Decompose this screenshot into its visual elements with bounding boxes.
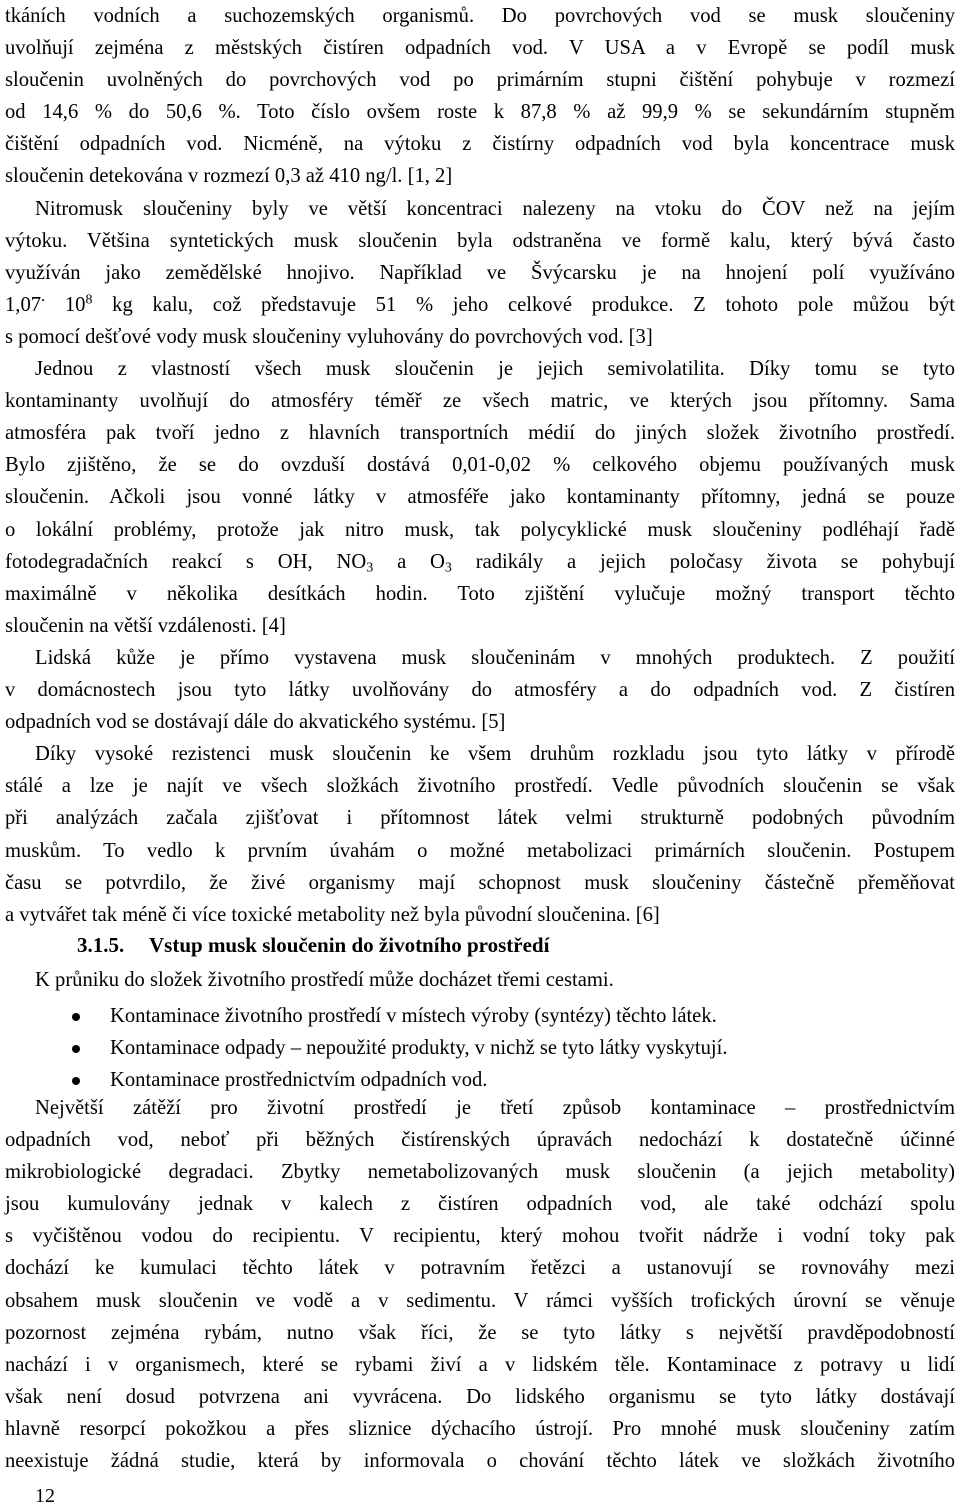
text-line: využíván jako zemědělské hnojivo. Například ve Švýcarsku je na hnojení polí využíváno [5,261,955,284]
chem-text: radikály a jejich poločasy života se pohybují [451,550,956,573]
bullet-icon [72,1045,80,1053]
chem-text: fotodegradačních reakcí s OH, NO [5,550,367,573]
bullet-icon [72,1077,80,1085]
chem-text: a O [373,550,445,573]
list-item-text: Kontaminace odpady – nepoužité produkty, v nichž se tyto látky vyskytují. [110,1037,728,1060]
paragraph-2 [5,193,955,353]
mantissa: 1,07 [5,293,42,316]
text-line: maximálně v několika desítkách hodin. Toto zjištění vylučuje možný transport těchto [5,582,955,605]
text-line: neexistuje žádná studie, která by informovala o chování těchto látek ve složkách životního [5,1450,955,1473]
subscript: 3 [444,560,452,576]
text-line: nachází i v organismech, které se rybami živí a v lidském těle. Kontaminace z potravy u lidí [5,1353,955,1376]
text-line: při analýzách začala zjišťovat i přítomnost látek velmi strukturně podobných původním [5,807,955,830]
paragraph-6 [5,1092,955,1477]
base: 10 [64,293,86,316]
text-line: však není dosud potvrzena ani vyvrácena. Do lidského organismu se tyto látky dostávají [5,1385,955,1408]
text-line: výtoku. Většina syntetických musk sloučenin byla odstraněna ve formě kalu, který bývá často [5,229,955,252]
multiply-dot: . [41,286,46,305]
text-line: Díky vysoké rezistenci musk sloučenin ke všem druhům rozkladu jsou tyto látky v přírodě [35,743,955,766]
bullet-icon [72,1013,80,1021]
text-line: sloučenin detekována v rozmezí 0,3 až 410 ng/l. [1, 2] [5,165,453,188]
text-line: uvolňují zejména z městských čistíren odpadních vod. V USA a v Evropě se podíl musk [5,37,955,60]
text-line: stálé a lze je najít ve všech složkách životního prostředí. Vedle původních sloučenin se však [5,775,955,798]
section-number: 3.1.5. [77,933,125,957]
text-line: a vytvářet tak méně či více toxické metabolity než byla původní sloučenina. [6] [5,903,660,926]
paragraph-1 [5,0,955,193]
text-line: Největší zátěží pro životní prostředí je třetí způsob kontaminace – prostřednictvím [35,1097,955,1119]
list-item-text: Kontaminace životního prostředí v místech výroby (syntézy) těchto látek. [110,1005,717,1027]
intro-sentence [35,964,955,996]
text-line: odpadních vod, neboť při běžných čistírenských úpravách nedochází k dostatečně účinné [5,1129,955,1152]
text-line: o lokální problémy, protože jak nitro musk, tak polycyklické musk sloučeniny podléhají řadě [5,518,955,541]
formula-rest: kg kalu, což představuje 51 % jeho celkové produkce. Z tohoto pole můžou být [112,293,955,316]
paragraph-3 [5,353,955,642]
subscript: 3 [366,560,374,576]
text-line: s pomocí dešťové vody musk sloučeniny vyluhovány do povrchových vod. [3] [5,325,653,348]
section-title: Vstup musk sloučenin do životního prostředí [149,933,550,957]
text-line: sloučenin uvolněných do povrchových vod po primárním stupni čištění pohybuje v rozmezí [5,69,955,92]
text-line: atmosféra pak tvoří jedno z hlavních transportních médií do jiných složek životního prostředí. [5,422,955,445]
text-line: hlavně resorpcí pokožkou a přes sliznice dýchacího ústrojí. Pro mnohé musk sloučeniny zatím [5,1417,955,1440]
exponent: 8 [85,292,93,308]
text-line: pozornost zejména rybám, nutno však říci, že se tyto látky s největší pravděpodobností [5,1321,955,1344]
text-line: K průniku do složek životního prostředí může docházet třemi cestami. [35,969,614,991]
text-line: čištění odpadních vod. Nicméně, na výtoku z čistírny odpadních vod byla koncentrace musk [5,133,955,156]
page-number: 12 [35,1485,55,1507]
chemistry-line [5,546,955,578]
paragraph-4 [5,642,955,738]
paragraph-5 [5,738,955,931]
text-line: od 14,6 % do 50,6 %. Toto číslo ovšem roste k 87,8 % až 99,9 % se sekundárním stupněm [5,101,955,124]
list-item-text: Kontaminace prostřednictvím odpadních vod. [110,1069,488,1092]
text-line: dochází ke kumulaci těchto látek v potravním řetězci a ustanovují se rovnováhy mezi [5,1257,955,1280]
text-line: kontaminanty uvolňují do atmosféry téměř ze všech matric, ve kterých jsou přítomny. Sama [5,390,955,413]
text-line: sloučenin na větší vzdálenosti. [4] [5,614,286,637]
text-line: odpadních vod se dostávají dále do akvatického systému. [5] [5,711,506,734]
text-line: s vyčištěnou vodou do recipientu. V recipientu, který mohou tvořit nádrže i vodní toky pak [5,1225,955,1248]
text-line: tkáních vodních a suchozemských organismů. Do povrchových vod se musk sloučeniny [5,5,955,27]
text-line: Nitromusk sloučeniny byly ve větší koncentraci nalezeny na vtoku do ČOV než na jejím [35,197,955,220]
section-heading [77,933,549,958]
text-line: jsou kumulovány jednak v kalech z čistíren odpadních vod, ale také odchází spolu [5,1193,955,1216]
text-line: muskům. To vedlo k prvním úvahám o možné metabolizaci primárních sloučenin. Postupem [5,839,955,862]
text-line: v domácnostech jsou tyto látky uvolňovány do atmosféry a do odpadních vod. Z čistíren [5,679,955,702]
text-line: sloučenin. Ačkoli jsou vonné látky v atmosféře jako kontaminanty přítomny, jedná se pouze [5,486,955,509]
formula-line [5,286,955,321]
text-line: obsahem musk sloučenin ve vodě a v sedimentu. V rámci vyšších trofických úrovní se věnuje [5,1289,955,1312]
text-line: času se potvrdilo, že živé organismy mají schopnost musk sloučeniny částečně přeměňovat [5,871,955,894]
text-line: mikrobiologické degradaci. Zbytky nemetabolizovaných musk sloučenin (a jejich metabolity) [5,1161,955,1184]
text-line: Jednou z vlastností všech musk sloučenin je jejich semivolatilita. Díky tomu se tyto [35,358,955,381]
text-line: Lidská kůže je přímo vystavena musk sloučeninám v mnohých produktech. Z použití [35,647,955,669]
text-line: Bylo zjištěno, že se do ovzduší dostává 0,01-0,02 % celkového objemu používaných musk [5,454,955,477]
